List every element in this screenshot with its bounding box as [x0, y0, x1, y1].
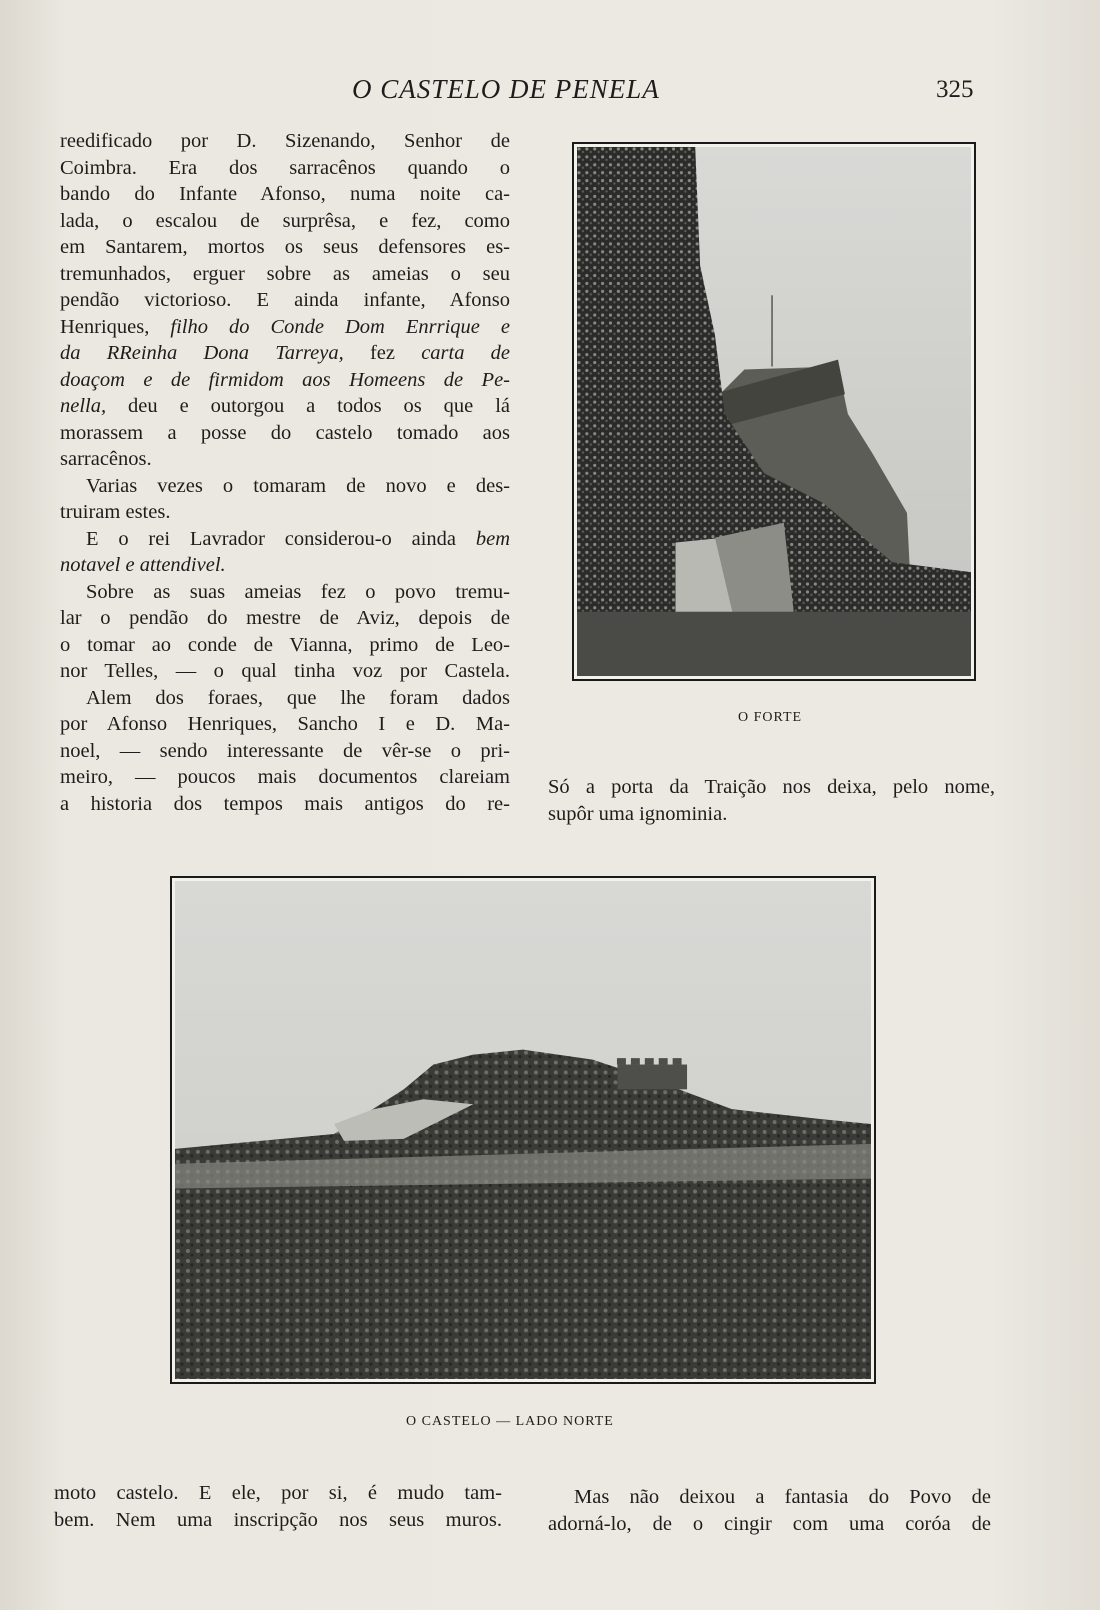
text-line: noel, — sendo interessante de vêr-se o pri-	[60, 739, 510, 762]
text-line: bem. Nem uma inscripção nos seus muros.	[54, 1508, 502, 1531]
castelo-photo-image	[175, 881, 871, 1379]
text-line: moto castelo. E ele, por si, é mudo tam-	[54, 1482, 502, 1504]
text-line: a historia dos tempos mais antigos do re-	[60, 792, 510, 815]
text-line: supôr uma ignominia.	[548, 802, 728, 825]
page-number: 325	[936, 76, 974, 103]
running-head	[0, 74, 1100, 114]
text-line	[60, 340, 510, 367]
text-line: o tomar ao conde de Vianna, primo de Leo-	[60, 633, 510, 656]
italic-quote: carta de	[421, 342, 511, 364]
bottom-right-column	[548, 1484, 991, 1537]
text-run: fez	[343, 342, 422, 364]
text-line: Mas não deixou a fantasia do Povo de	[574, 1486, 991, 1508]
bottom-left-column	[54, 1480, 502, 1533]
text-line	[60, 526, 510, 553]
text-line: bando do Infante Afonso, numa noite ca-	[60, 183, 510, 205]
photo-castelo-lado-norte	[170, 876, 876, 1384]
text-line: Só a porta da Traição nos deixa, pelo nome,	[548, 776, 995, 798]
text-line: tremunhados, erguer sobre as ameias o seu	[60, 262, 510, 285]
photo-forte	[572, 142, 976, 681]
photo-caption-castelo: O CASTELO — LADO NORTE	[406, 1414, 614, 1429]
text-line: Varias vezes o tomaram de novo e des-	[86, 474, 510, 497]
page-title: O CASTELO DE PENELA	[352, 74, 660, 104]
text-line: Alem dos foraes, que lhe foram dados	[86, 686, 510, 709]
text-line	[60, 314, 510, 341]
text-line: notavel e attendivel.	[60, 554, 226, 576]
italic-quote: nella,	[60, 395, 107, 417]
left-column	[60, 128, 510, 817]
text-line: truiram estes.	[60, 501, 171, 523]
photo-caption-forte: O FORTE	[738, 710, 803, 725]
text-line: em Santarem, mortos os seus defensores es-	[60, 236, 510, 258]
text-line: meiro, — poucos mais documentos clareiam	[60, 766, 510, 788]
italic-quote: da RReinha Dona Tarreya,	[60, 342, 344, 364]
text-line: reedificado por D. Sizenando, Senhor de	[60, 130, 510, 152]
text-line: pendão victorioso. E ainda infante, Afonso	[60, 289, 510, 311]
text-line: Coimbra. Era dos sarracênos quando o	[60, 156, 510, 179]
text-run: E o rei Lavrador considerou-o ainda	[86, 527, 476, 550]
text-line: adorná-lo, de o cingir com uma coróa de	[548, 1512, 991, 1535]
right-column	[548, 774, 995, 827]
text-line: nor Telles, — o qual tinha voz por Castela.	[60, 660, 510, 682]
text-run: Henriques,	[60, 315, 171, 338]
forte-photo-image	[577, 147, 971, 676]
text-line	[60, 393, 510, 420]
text-line: lar o pendão do mestre de Aviz, depois de	[60, 607, 510, 629]
text-line: doaçom e de firmidom aos Homeens de Pe-	[60, 368, 510, 391]
text-line: morassem a posse do castelo tomado aos	[60, 421, 510, 444]
italic-quote: filho do Conde Dom Enrrique e	[170, 315, 510, 338]
italic-quote: bem	[475, 527, 510, 550]
text-line: por Afonso Henriques, Sancho I e D. Ma-	[60, 713, 510, 735]
text-run: deu e outorgou a todos os que lá	[106, 395, 510, 417]
text-line: sarracênos.	[60, 448, 152, 470]
text-line: Sobre as suas ameias fez o povo tremu-	[86, 580, 510, 603]
text-line: lada, o escalou de surprêsa, e fez, como	[60, 209, 510, 232]
